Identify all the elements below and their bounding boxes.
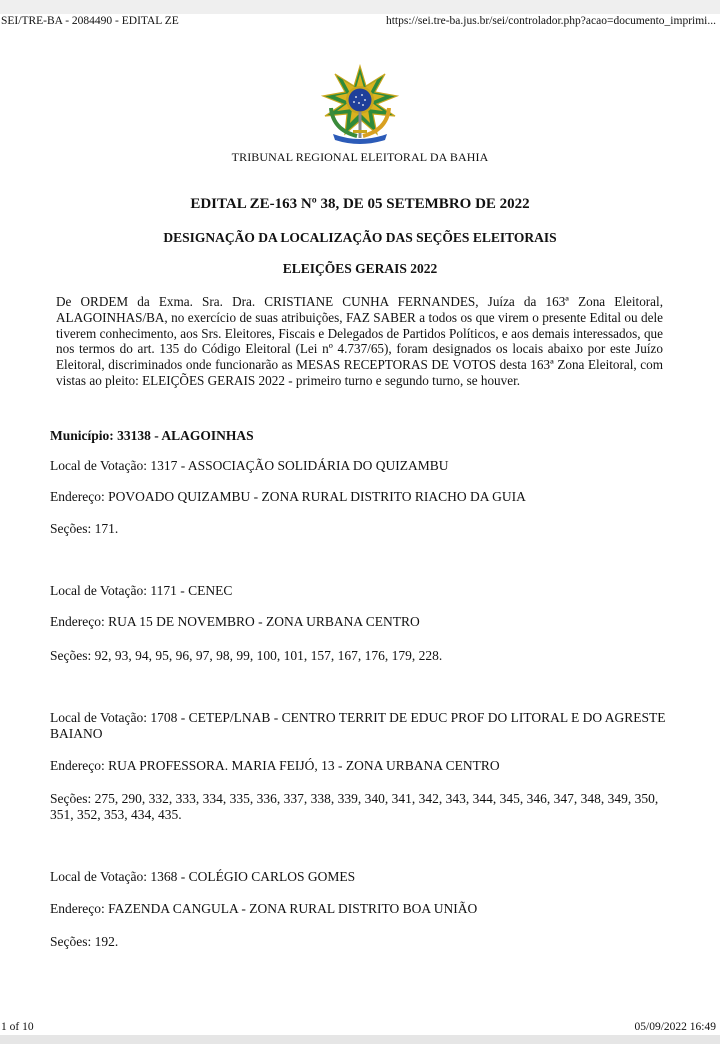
location-1-sections: Seções: 171.: [50, 521, 119, 536]
location-2-local: Local de Votação: 1171 - CENEC: [50, 583, 233, 598]
municipality-heading: Município: 33138 - ALAGOINHAS: [50, 428, 254, 443]
organization-name: TRIBUNAL REGIONAL ELEITORAL DA BAHIA: [231, 150, 489, 164]
intro-paragraph: De ORDEM da Exma. Sra. Dra. CRISTIANE CUNHA FERNANDES, Juíza da 163ª Zona Eleitoral, ALAGOINHAS/BA, no exercício de suas atribuições, FAZ SABER a todos os que virem o presente Edital ou dele tiverem conhecimento, aos Srs. Eleitores, Fiscais e Delegados de Partidos Políticos, e aos demais interessados, que nos termos do art. 135 do Código Eleitoral (Lei nº 4.737/65), foram designados os locais abaixo por este Juízo Eleitoral, discriminados onde funcionarão as MESAS RECEPTORAS DE VOTOS desta 163ª Zona Eleitoral, com vistas ao pleito: ELEIÇÕES GERAIS 2022 - primeiro turno e segundo turno, se houver.: [56, 294, 663, 388]
brasao-republica-icon: [319, 64, 401, 144]
location-4-local: Local de Votação: 1368 - COLÉGIO CARLOS GOMES: [50, 869, 356, 884]
top-strip: [0, 0, 720, 14]
location-2-address: Endereço: RUA 15 DE NOVEMBRO - ZONA URBANA CENTRO: [50, 614, 420, 629]
location-4-address: Endereço: FAZENDA CANGULA - ZONA RURAL DISTRITO BOA UNIÃO: [50, 901, 478, 916]
location-3-sections: Seções: 275, 290, 332, 333, 334, 335, 336, 337, 338, 339, 340, 341, 342, 343, 344, 345, 346, 347, 348, 349, 350, 351, 352, 353, 434, 435.: [50, 791, 659, 822]
location-3-local: Local de Votação: 1708 - CETEP/LNAB - CENTRO TERRIT DE EDUC PROF DO LITORAL E DO AGRESTE BAIANO: [50, 710, 666, 741]
election-title: ELEIÇÕES GERAIS 2022: [282, 261, 438, 276]
location-1-address: Endereço: POVOADO QUIZAMBU - ZONA RURAL DISTRITO RIACHO DA GUIA: [50, 489, 526, 504]
print-footer-datetime: 05/09/2022 16:49: [634, 1021, 716, 1033]
location-4-sections: Seções: 192.: [50, 934, 119, 949]
document-title: EDITAL ZE-163 Nº 38, DE 05 SETEMBRO DE 2022: [190, 196, 530, 212]
document-subtitle: DESIGNAÇÃO DA LOCALIZAÇÃO DAS SEÇÕES ELEITORAIS: [163, 230, 557, 245]
bottom-strip: [0, 1035, 720, 1044]
location-1-local: Local de Votação: 1317 - ASSOCIAÇÃO SOLIDÁRIA DO QUIZAMBU: [50, 458, 449, 473]
print-header-url: https://sei.tre-ba.jus.br/sei/controlador.php?acao=documento_imprimi...: [385, 15, 716, 27]
print-footer-page: 1 of 10: [1, 1021, 34, 1033]
location-2-sections: Seções: 92, 93, 94, 95, 96, 97, 98, 99, 100, 101, 157, 167, 176, 179, 228.: [50, 648, 443, 663]
print-header-title: SEI/TRE-BA - 2084490 - EDITAL ZE: [1, 15, 179, 27]
location-3-address: Endereço: RUA PROFESSORA. MARIA FEIJÓ, 13 - ZONA URBANA CENTRO: [50, 758, 500, 773]
